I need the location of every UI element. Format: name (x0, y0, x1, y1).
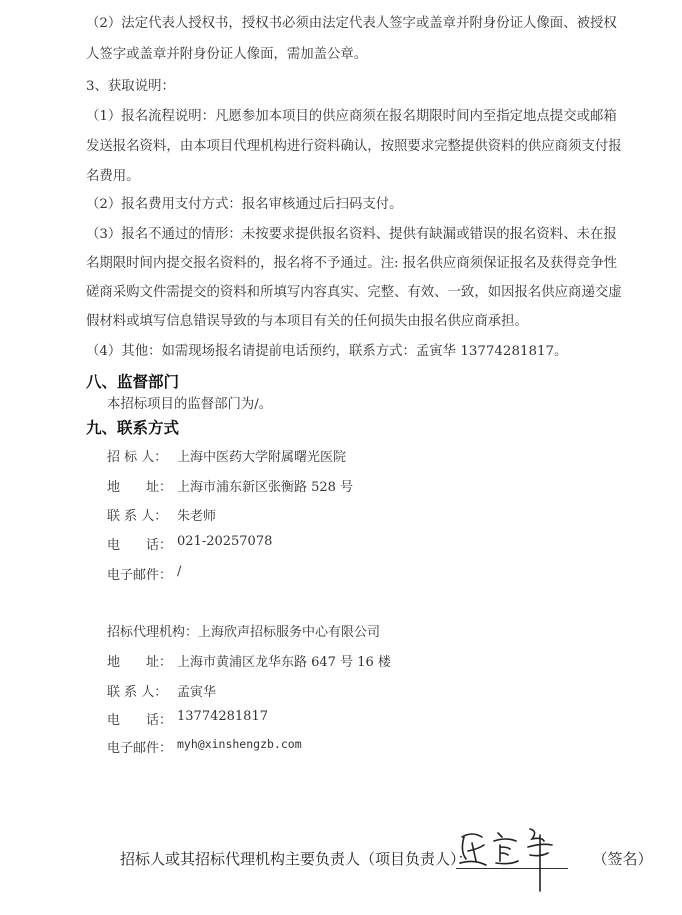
contact-row-tenderer (107, 446, 346, 465)
paragraph-line: （3）报名不通过的情形：未按要求提供报名资料、提供有缺漏或错误的报名资料、未在报 (86, 227, 617, 242)
value: 朱老师 (177, 509, 217, 524)
agency-row-person (107, 681, 216, 700)
value: 13774281817 (177, 709, 268, 724)
value: 上海中医药大学附属曙光医院 (177, 450, 347, 465)
paragraph-line: 名费用。 (86, 169, 140, 184)
label: 地 址： (107, 655, 173, 670)
paragraph-line: （2）报名费用支付方式：报名审核通过后扫码支付。 (86, 197, 403, 212)
label: 联 系 人： (107, 509, 168, 524)
contact-row-phone (107, 534, 272, 553)
supervision-body: 本招标项目的监督部门为/。 (107, 397, 273, 412)
label: 招 标 人： (107, 450, 168, 465)
paragraph-line: （1）报名流程说明：凡愿参加本项目的供应商须在报名期限时间内至指定地点提交或邮箱 (86, 109, 617, 124)
label: 电 话： (107, 538, 173, 553)
value: 孟寅华 (177, 685, 217, 700)
paragraph-line: （4）其他：如需现场报名请提前电话预约，联系方式：孟寅华 13774281817。 (86, 344, 568, 359)
agency-row-name (107, 621, 380, 640)
value: myh@xinshengzb.com (177, 737, 302, 751)
paragraph-line: 人签字或盖章并附身份证人像面，需加盖公章。 (86, 47, 368, 62)
signature-label: 招标人或其招标代理机构主要负责人（项目负责人）： (120, 850, 473, 868)
label: 电子邮件： (107, 741, 173, 756)
section-heading-supervision: 八、监督部门 (86, 373, 180, 391)
value: / (177, 564, 182, 579)
label: 电子邮件： (107, 568, 173, 583)
section-heading-contact: 九、联系方式 (86, 419, 180, 437)
paragraph-line: 发送报名资料，由本项目代理机构进行资料确认，按照要求完整提供资料的供应商须支付报 (86, 139, 622, 154)
label: 电 话： (107, 713, 173, 728)
agency-row-phone (107, 709, 268, 728)
value: 上海市浦东新区张衡路 528 号 (177, 480, 354, 495)
value: 021-20257078 (177, 534, 273, 549)
paragraph-line: 名期限时间内提交报名资料的，报名将不予通过。注: 报名供应商须保证报名及获得竞争性 (86, 256, 617, 271)
label: 地 址： (107, 480, 173, 495)
value: 上海市黄浦区龙华东路 647 号 16 楼 (177, 655, 391, 670)
contact-row-address (107, 476, 353, 495)
contact-row-email (107, 564, 181, 583)
paragraph-line: （2）法定代表人授权书，授权书必须由法定代表人签字或盖章并附身份证人像面、被授权 (86, 16, 617, 31)
label: 招标代理机构： (107, 625, 199, 640)
paragraph-line: 假材料或填写信息错误导致的与本项目有关的任何损失由报名供应商承担。 (86, 314, 528, 329)
paragraph-line: 3、获取说明： (86, 79, 175, 94)
value: 上海欣声招标服务中心有限公司 (198, 625, 381, 640)
handwritten-signature (450, 825, 575, 895)
contact-row-person (107, 505, 216, 524)
paragraph-line: 磋商采购文件需提交的资料和所填写内容真实、完整、有效、一致，如因报名供应商递交虚 (86, 285, 622, 300)
agency-row-address (107, 651, 391, 670)
agency-row-email (107, 737, 302, 756)
signature-suffix: （签名） (592, 850, 653, 868)
label: 联 系 人： (107, 685, 168, 700)
